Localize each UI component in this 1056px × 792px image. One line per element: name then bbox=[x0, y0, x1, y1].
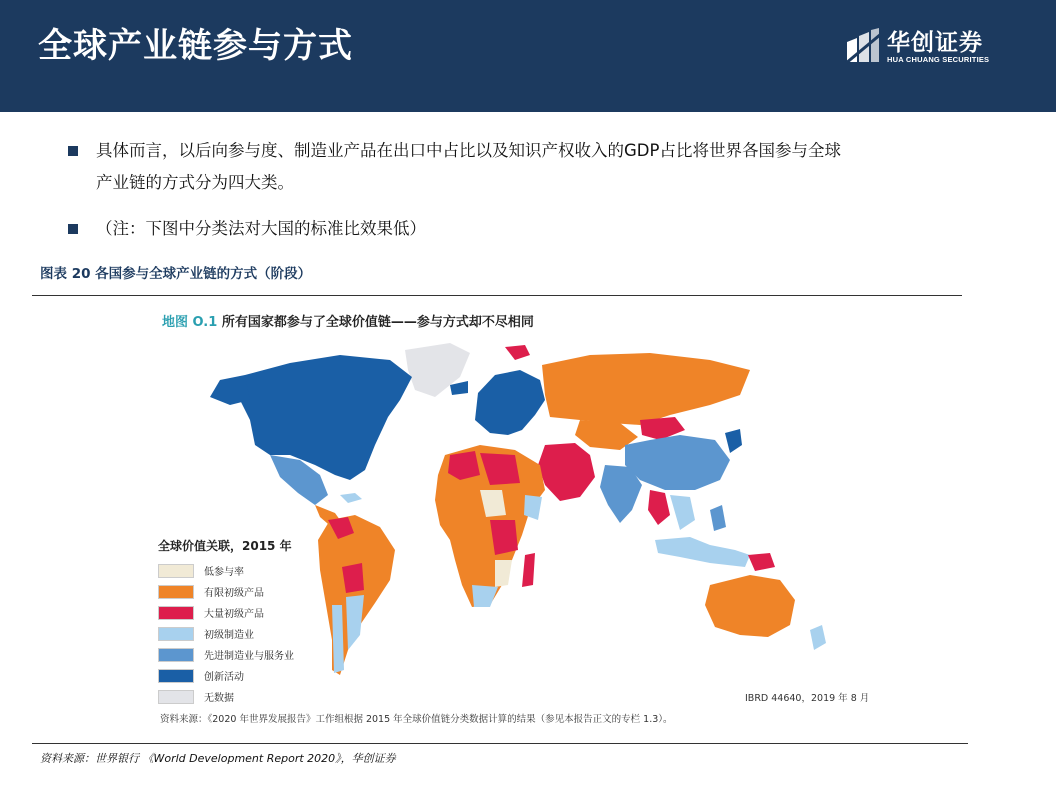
map-ibrd-note: IBRD 44640，2019 年 8 月 bbox=[745, 693, 870, 704]
legend-swatch bbox=[158, 690, 194, 704]
region-russia bbox=[542, 353, 750, 425]
legend-swatch bbox=[158, 585, 194, 599]
region-madagascar bbox=[522, 553, 535, 587]
legend-item bbox=[158, 623, 318, 644]
bullet-text-1 bbox=[96, 135, 841, 199]
map-title-text: 所有国家都参与了全球价值链——参与方式却不尽相同 bbox=[221, 315, 534, 330]
region-indochina bbox=[670, 495, 695, 530]
legend-item bbox=[158, 581, 318, 602]
page-title: 全球产业链参与方式 bbox=[38, 26, 353, 66]
legend-swatch bbox=[158, 606, 194, 620]
region-japan bbox=[725, 429, 742, 453]
bullet-square-icon bbox=[68, 224, 78, 234]
legend-swatch bbox=[158, 627, 194, 641]
logo-name-cn: 华创证券 bbox=[887, 30, 983, 56]
region-myanmar bbox=[648, 490, 670, 525]
bullet-1-line-2: 产业链的方式分为四大类。 bbox=[96, 173, 294, 192]
caption-divider bbox=[32, 295, 962, 296]
legend-label: 有限初级产品 bbox=[204, 588, 264, 599]
legend-swatch bbox=[158, 669, 194, 683]
region-north-america bbox=[240, 355, 412, 480]
region-indonesia bbox=[655, 537, 750, 567]
region-australia bbox=[705, 575, 795, 637]
legend-label: 创新活动 bbox=[204, 672, 244, 683]
logo-name-en: HUA CHUANG SECURITIES bbox=[887, 55, 990, 64]
company-logo bbox=[845, 24, 995, 66]
map-legend bbox=[158, 537, 318, 707]
legend-item bbox=[158, 602, 318, 623]
region-zambia bbox=[495, 560, 512, 587]
footer-divider bbox=[32, 743, 968, 744]
bullet-square-icon bbox=[68, 146, 78, 156]
logo-icon bbox=[845, 28, 881, 64]
legend-item bbox=[158, 686, 318, 707]
region-algeria bbox=[448, 451, 480, 480]
map-title-prefix: 地图 O.1 bbox=[162, 315, 218, 330]
region-south-america bbox=[318, 515, 395, 675]
world-map-figure bbox=[150, 305, 882, 735]
region-south-africa bbox=[472, 585, 498, 607]
legend-item bbox=[158, 644, 318, 665]
region-alaska bbox=[210, 375, 250, 405]
legend-swatch bbox=[158, 648, 194, 662]
figure-caption: 图表 20 各国参与全球产业链的方式（阶段） bbox=[40, 266, 312, 282]
legend-title: 全球价值关联，2015 年 bbox=[158, 539, 292, 553]
map-source-note: 资料来源：《2020 年世界发展报告》工作组根据 2015 年全球价值链分类数据计算的结果（参见本报告正文的专栏 1.3）。 bbox=[160, 714, 673, 725]
source-note: 资料来源：世界银行 《World Development Report 2020》，华创证券 bbox=[40, 752, 396, 765]
region-europe bbox=[475, 370, 545, 435]
legend-label: 初级制造业 bbox=[204, 630, 254, 641]
region-middle-east bbox=[538, 443, 595, 501]
region-new-zealand bbox=[810, 625, 826, 650]
region-caribbean bbox=[340, 493, 362, 503]
legend-label: 低参与率 bbox=[204, 567, 244, 578]
region-chile bbox=[332, 605, 344, 673]
legend-swatch bbox=[158, 564, 194, 578]
bullet-2-line-1: （注：下图中分类法对大国的标准比效果低） bbox=[96, 219, 426, 238]
region-papua bbox=[748, 553, 775, 571]
legend-label: 无数据 bbox=[204, 693, 234, 704]
legend-item bbox=[158, 560, 318, 581]
legend-label: 大量初级产品 bbox=[204, 609, 264, 620]
legend-item bbox=[158, 665, 318, 686]
header-bar bbox=[0, 0, 1056, 112]
region-philippines bbox=[710, 505, 726, 531]
region-svalbard bbox=[505, 345, 530, 360]
bullet-1-line-1: 具体而言，以后向参与度、制造业产品在出口中占比以及知识产权收入的GDP占比将世界各国参与全球 bbox=[96, 141, 841, 160]
region-iceland bbox=[450, 381, 468, 395]
region-china bbox=[625, 435, 730, 490]
legend-label: 先进制造业与服务业 bbox=[204, 651, 294, 662]
bullet-text-2 bbox=[96, 213, 426, 245]
